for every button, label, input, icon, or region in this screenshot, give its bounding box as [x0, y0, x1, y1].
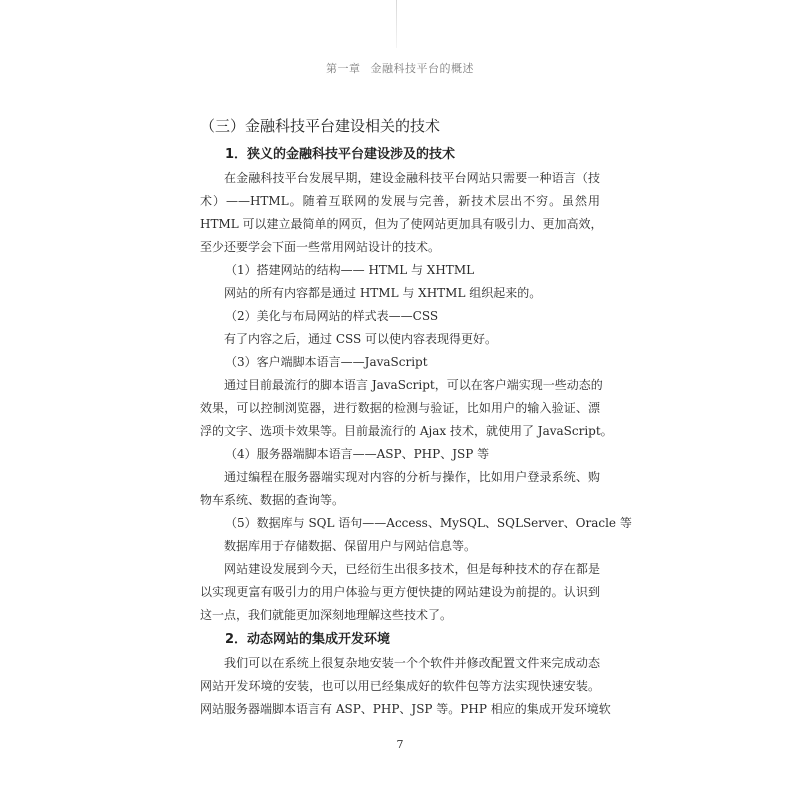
paragraph-line: 至少还要学会下面一些常用网站设计的技术。	[200, 240, 441, 254]
paragraph-line: 网站服务器端脚本语言有 ASP、PHP、JSP 等。PHP 相应的集成开发环境软	[200, 702, 611, 716]
paragraph-environment	[200, 652, 611, 721]
item-heading-1: （1）搭建网站的结构—— HTML 与 XHTML	[225, 263, 475, 277]
paragraph-line: 数据库用于存储数据、保留用户与网站信息等。	[224, 539, 477, 553]
paragraph-line: 在金融科技平台发展早期，建设金融科技平台网站只需要一种语言（技	[224, 171, 600, 185]
item-text-5	[200, 535, 600, 558]
running-head-title: 金融科技平台的概述	[370, 62, 474, 75]
paragraph-line: 浮的文字、选项卡效果等。目前最流行的 Ajax 技术，就使用了 JavaScript。	[200, 424, 613, 438]
paragraph-line: 网站的所有内容都是通过 HTML 与 XHTML 组织起来的。	[224, 286, 542, 300]
paragraph-line: 物车系统、数据的查询等。	[200, 493, 345, 507]
paragraph-line: 我们可以在系统上很复杂地安装一个个软件并修改配置文件来完成动态	[224, 656, 600, 670]
page-number: 7	[396, 738, 404, 751]
subsection-heading-1: 1．狭义的金融科技平台建设涉及的技术	[225, 147, 456, 162]
running-head	[0, 60, 800, 76]
paragraph-line: 通过编程在服务器端实现对内容的分析与操作，比如用户登录系统、购	[224, 470, 600, 484]
paragraph-line: 这一点，我们就能更加深刻地理解这些技术了。	[200, 608, 453, 622]
paragraph-line: 以实现更富有吸引力的用户体验与更方便快捷的网站建设为前提的。认识到	[200, 585, 600, 599]
section-heading: （三）金融科技平台建设相关的技术	[200, 117, 441, 135]
item-heading-5: （5）数据库与 SQL 语句——Access、MySQL、SQLServer、Oracle 等	[225, 516, 632, 530]
subsection-heading-2: 2．动态网站的集成开发环境	[225, 632, 391, 647]
item-text-3	[200, 374, 613, 443]
page-body	[200, 112, 632, 721]
paragraph-line: 通过目前最流行的脚本语言 JavaScript，可以在客户端实现一些动态的	[224, 378, 603, 392]
paragraph-line: 网站建设发展到今天，已经衍生出很多技术，但是每种技术的存在都是	[224, 562, 600, 576]
running-head-chapter: 第一章	[326, 62, 361, 75]
item-heading-4: （4）服务器端脚本语言——ASP、PHP、JSP 等	[225, 447, 490, 461]
paragraph-line: 术）——HTML。随着互联网的发展与完善，新技术层出不穷。虽然用	[200, 194, 600, 208]
item-heading-2: （2）美化与布局网站的样式表——CSS	[225, 309, 439, 323]
paragraph-intro	[200, 167, 603, 259]
page-fold-line	[396, 0, 397, 48]
item-text-2	[200, 328, 600, 351]
paragraph-line: 网站开发环境的安装，也可以用已经集成好的软件包等方法实现快速安装。	[200, 679, 600, 693]
item-text-4	[200, 466, 600, 512]
paragraph-line: 效果，可以控制浏览器，进行数据的检测与验证，比如用户的输入验证、漂	[200, 401, 600, 415]
paragraph-line: 有了内容之后，通过 CSS 可以使内容表现得更好。	[224, 332, 498, 346]
paragraph-summary	[200, 558, 600, 627]
item-text-1	[200, 282, 600, 305]
paragraph-line: HTML 可以建立最简单的网页，但为了使网站更加具有吸引力、更加高效，	[200, 217, 603, 231]
item-heading-3: （3）客户端脚本语言——JavaScript	[225, 355, 428, 369]
